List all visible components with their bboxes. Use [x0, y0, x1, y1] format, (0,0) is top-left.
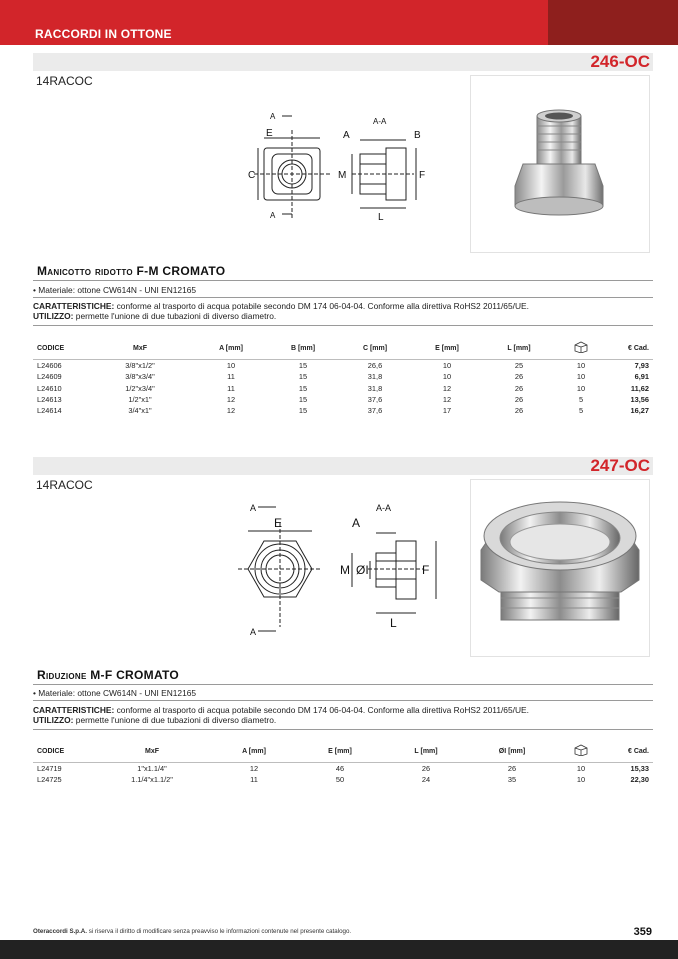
spec-table [33, 740, 653, 786]
table-cell: 10 [226, 361, 236, 371]
table-cell: 15 [298, 372, 308, 382]
table-cell: 5 [578, 395, 584, 405]
caratteristiche-text: conforme al trasporto di acqua potabile secondo DM 174 06-04-04. Conforme alla direttiva RoHS2 2011/65/UE. [116, 301, 529, 311]
table-cell: 15 [298, 395, 308, 405]
product-band [33, 457, 653, 475]
table-cell: 1"x1.1/4" [137, 764, 167, 774]
drawing-label: C [248, 170, 256, 181]
drawing-label: A [250, 503, 257, 513]
product-photo [470, 75, 650, 253]
column-header: MxF [85, 337, 195, 360]
footer-bar [0, 940, 678, 959]
table-header-row [33, 337, 653, 360]
product-title: Manicotto ridotto F-M CROMATO [37, 264, 226, 278]
table-cell: L24614 [37, 406, 62, 416]
page-number: 359 [633, 926, 652, 938]
material-info: • Materiale: ottone CW614N - UNI EN12165 [33, 285, 197, 295]
table-row [33, 360, 653, 372]
table-cell: 11 [250, 775, 258, 785]
spec-table [33, 337, 653, 416]
description [33, 301, 529, 321]
table-cell: 11 [227, 372, 235, 382]
drawing-label: M [338, 170, 347, 181]
drawing-label: E [266, 128, 273, 139]
table-row [33, 405, 653, 416]
table-cell: 37,6 [367, 406, 383, 416]
product-code: 246-OC [590, 52, 650, 71]
divider [33, 700, 653, 701]
table-cell: 26 [514, 406, 524, 416]
column-header: € Cad. [607, 740, 653, 763]
table-cell: 3/8"x1/2" [125, 361, 155, 371]
table-cell: 15 [298, 406, 308, 416]
drawing-label: A-A [373, 117, 387, 126]
column-header: ØI [mm] [469, 740, 555, 763]
drawing-label: A [270, 112, 276, 121]
table-cell: 50 [335, 775, 345, 785]
table-row [33, 763, 653, 775]
table-cell: 37,6 [367, 395, 383, 405]
table-cell: 10 [576, 764, 586, 774]
header-accent [548, 0, 678, 45]
drawing-label: L [390, 616, 397, 630]
drawing-label: A-A [376, 503, 392, 513]
fitting-photo-icon [471, 76, 649, 252]
divider [33, 297, 653, 298]
table-cell: L24719 [37, 764, 62, 774]
table-cell: 26 [514, 372, 524, 382]
drawing-label: E [274, 516, 283, 530]
section-title: RACCORDI IN OTTONE [35, 27, 172, 41]
drawing-label: M [340, 563, 350, 577]
table-cell: 26 [507, 764, 517, 774]
table-row [33, 371, 653, 382]
column-header: MxF [93, 740, 211, 763]
utilizzo-text: permette l'unione di due tubazioni di diverso diametro. [75, 311, 277, 321]
divider [33, 325, 653, 326]
product-title: Riduzione M-F CROMATO [37, 668, 180, 682]
column-header: A [mm] [211, 740, 297, 763]
table-cell: 12 [226, 395, 236, 405]
product-code: 247-OC [590, 456, 650, 475]
table-cell: 10 [442, 361, 452, 371]
column-header: A [mm] [195, 337, 267, 360]
table-cell: 13,56 [630, 395, 649, 405]
drawing-label: L [378, 212, 384, 223]
table-cell: 6,91 [634, 372, 649, 382]
package-icon [573, 744, 589, 756]
drawing-label: A [270, 211, 276, 220]
table-cell: 26 [421, 764, 431, 774]
table-cell: 3/4"x1" [128, 406, 152, 416]
table-cell: 12 [442, 395, 452, 405]
table-cell: 35 [507, 775, 517, 785]
column-header: B [mm] [267, 337, 339, 360]
table-cell: L24613 [37, 395, 62, 405]
caratteristiche-text: conforme al trasporto di acqua potabile secondo DM 174 06-04-04. Conforme alla direttiva RoHS2 2011/65/UE. [116, 705, 529, 715]
table-cell: 12 [442, 383, 452, 393]
table-cell: 46 [335, 764, 345, 774]
table-cell: 1/2"x1" [128, 395, 152, 405]
column-header: E [mm] [411, 337, 483, 360]
table-header-row [33, 740, 653, 763]
table-cell: 26,6 [367, 361, 383, 371]
table-cell: 12 [249, 764, 259, 774]
column-header: L [mm] [483, 337, 555, 360]
table-cell: 22,30 [630, 775, 649, 785]
footer-company: Oteraccordi S.p.A. [33, 928, 87, 935]
table-cell: 26 [514, 383, 524, 393]
table-cell: 16,27 [630, 406, 649, 416]
table-cell: 3/8"x3/4" [125, 372, 155, 382]
divider [33, 729, 653, 730]
table-cell: 31,8 [367, 372, 383, 382]
fitting-photo-icon [471, 480, 649, 656]
caratteristiche-label: CARATTERISTICHE: [33, 705, 115, 715]
table-cell: 11,62 [630, 383, 649, 393]
drawing-label: A [250, 627, 257, 637]
column-header: L [mm] [383, 740, 469, 763]
table-cell: L24725 [37, 775, 62, 785]
column-header: CODICE [33, 337, 85, 360]
drawing-label: B [414, 130, 421, 141]
utilizzo-label: UTILIZZO: [33, 715, 74, 725]
table-cell: 15 [298, 383, 308, 393]
column-header [555, 740, 607, 763]
divider [33, 684, 653, 685]
technical-drawing [240, 108, 440, 228]
table-cell: 10 [442, 372, 452, 382]
column-header [555, 337, 607, 360]
table-cell: L24610 [37, 383, 62, 393]
product-photo [470, 479, 650, 657]
table-cell: 25 [514, 361, 524, 371]
product-subcode: 14RACOC [36, 478, 93, 492]
table-cell: 10 [576, 775, 586, 785]
table-cell: 10 [576, 372, 586, 382]
table-cell: 26 [514, 395, 524, 405]
drawing-label: F [419, 170, 426, 181]
column-header: € Cad. [607, 337, 653, 360]
table-row [33, 394, 653, 405]
technical-drawing [230, 495, 450, 645]
table-cell: L24606 [37, 361, 62, 371]
drawing-label: F [422, 563, 430, 577]
table-cell: 11 [227, 383, 235, 393]
product-band [33, 53, 653, 71]
table-cell: 15,33 [630, 764, 649, 774]
utilizzo-label: UTILIZZO: [33, 311, 74, 321]
table-cell: 5 [578, 406, 584, 416]
table-cell: 31,8 [367, 383, 383, 393]
caratteristiche-label: CARATTERISTICHE: [33, 301, 115, 311]
column-header: CODICE [33, 740, 93, 763]
table-cell: 10 [576, 361, 586, 371]
table-cell: 7,93 [634, 361, 649, 371]
utilizzo-text: permette l'unione di due tubazioni di diverso diametro. [75, 715, 277, 725]
footer-disclaimer: si riserva il diritto di modificare senza preavviso le informazioni contenute nel presente catalogo. [88, 928, 352, 935]
drawing-label: A [343, 130, 350, 141]
product-subcode: 14RACOC [36, 74, 93, 88]
footer-note [33, 928, 351, 935]
table-cell: 24 [421, 775, 431, 785]
table-row [33, 383, 653, 394]
table-cell: 1.1/4"x1.1/2" [131, 775, 173, 785]
table-row [33, 774, 653, 785]
package-icon [573, 341, 589, 353]
table-cell: L24609 [37, 372, 62, 382]
drawing-label: A [352, 516, 361, 530]
column-header: E [mm] [297, 740, 383, 763]
drawing-label: ØI [356, 563, 369, 577]
material-info: • Materiale: ottone CW614N - UNI EN12165 [33, 688, 197, 698]
table-cell: 1/2"x3/4" [125, 383, 155, 393]
description [33, 705, 529, 725]
divider [33, 280, 653, 281]
table-cell: 12 [226, 406, 236, 416]
table-cell: 10 [576, 383, 586, 393]
table-cell: 17 [442, 406, 452, 416]
column-header: C [mm] [339, 337, 411, 360]
table-cell: 15 [298, 361, 308, 371]
